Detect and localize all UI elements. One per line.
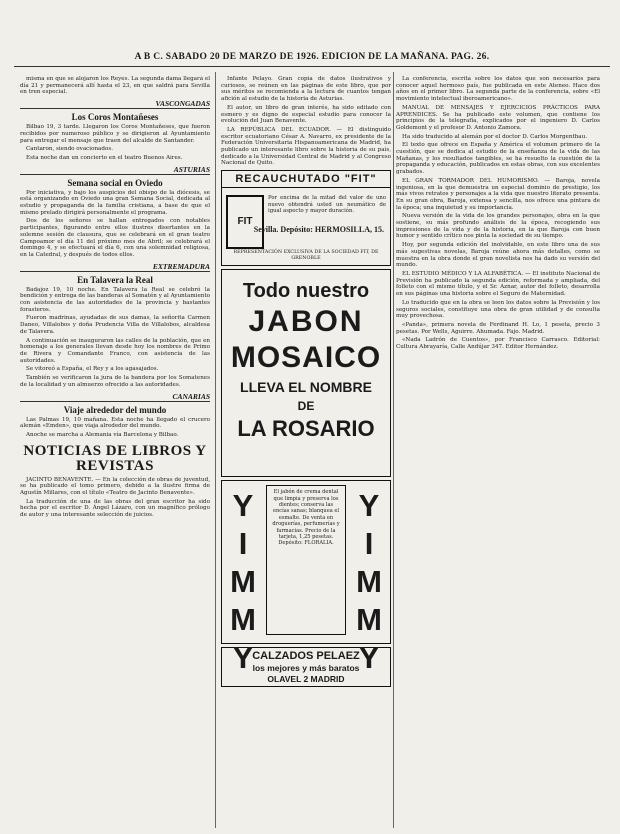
- paragraph: Esta noche dan un concierto en el teatro Buenos Aires.: [26, 154, 183, 161]
- paragraph: Bilbao 19, 3 tarde. Llegaron los Coros Montañeses, que fueron recibidos por numeroso público y se dirigieron al Ayuntamiento para entregar el mensaje que traen del alcalde de Santander.: [20, 124, 210, 144]
- paragraph: Badajoz 19, 10 noche. En Talavera la Real se celebró la bendición y entrega de las banderas al Somatén y al Ayuntamiento con asistencia de las autoridades de la provincia y bastantes forasteros.: [20, 286, 210, 313]
- ad-line: DE: [297, 399, 315, 414]
- ad-brand-left: [226, 487, 260, 677]
- paragraph: «Panda», primera novela de Ferdinand H. Lo, 1 peseta, precio 3 pesetas. Por Wells, Aguirre. Ahumada. Fajo. Madrid.: [396, 321, 600, 335]
- section-label-extremadura: EXTREMADURA: [20, 262, 210, 272]
- ad-line: Todo nuestro: [242, 280, 370, 303]
- column-rule-right: [393, 72, 394, 828]
- paragraph: Dos de los señores se hallan entregados con notables participantes, figurando entre ellos ilustres disertantes en la solemne sesión de clausura, que se celebrará en el gran teatro Campoamor el día 11 del próximo mes de Abril; se celebrará el domingo 4, y se efectuará el día 6, con una solemnidad religiosa, en la Catedral, y después de todos ellos.: [20, 218, 210, 258]
- column-left: [20, 76, 210, 828]
- paragraph: Cantaron, siendo ovacionados.: [26, 146, 113, 153]
- paragraph: MANUAL DE MENSAJES Y EJERCICIOS PRÁCTICOS PARA APRENDICES. Se ha publicado este volumen, que contiene los principios de la telegrafía, explicados por el ingeniero D. Carlos Goldemont y el profesor D. Antonio Zamora.: [396, 104, 600, 131]
- section-label-vascongadas: VASCONGADAS: [20, 99, 210, 109]
- paragraph: Lo traducido que en la obra se leen los datos sobre la Previsión y los seguros sociales, constituye una obra de gran utilidad y de consulta muy provechosa.: [396, 299, 600, 320]
- ad-line: LLEVA EL NOMBRE: [240, 379, 372, 396]
- section-label-canarias: CANARIAS: [20, 392, 210, 402]
- paragraph: misma en que se alojaron los Reyes. La segunda dama llegará el día 21 y permanecerá allí hasta el 23, en que saldrá para Sevilla en tren especial.: [20, 76, 210, 96]
- brand-letter: M: [356, 564, 382, 600]
- brand-letter: I: [364, 526, 374, 562]
- paragraph: JACINTO BENAVENTE. — En la colección de obras de juventud, se ha publicado el tomo primero, debido a la ilustre firma de Agustín Millares, con el título «Teatro de Jacinto Benavente».: [20, 476, 210, 497]
- paragraph: LA REPÚBLICA DEL ECUADOR. — El distinguido escritor ecuatoriano César A. Navarro, ex presidente de la Federación Universitaria Hispanoamericana de Madrid, ha publicado un interesante libro sobre la historia de su país, dedicado a la Universidad Central de Madrid y al Congreso Nacional de Quito.: [221, 126, 391, 167]
- paragraph: La traducción de una de las obras del gran escritor ha sido hecha por el escritor D. Ángel Lázaro, con un magnífico prólogo de autor y una interesante selección de juicios.: [20, 498, 210, 519]
- paragraph: Se vitoreó a España, el Rey y a los agasajados.: [26, 366, 159, 373]
- brand-letter: M: [230, 602, 256, 638]
- ad-address: Sevilla. Depósito: HERMOSILLA, 15.: [253, 225, 384, 235]
- paragraph: El texto que ofrece en España y América el volumen primero de la cuestión, que se dedica al estudio de la enseñanza de la vida de las Mañanas, y los resultados tangibles, se ha resuelto la cuestión de la propaganda y educación, publicados en estas obras, con sus excelentes grabados.: [396, 142, 600, 176]
- paragraph: EL ESTUDIO MÉDICO Y LA ALFABÉTICA. — El instituto Nacional de Previsión ha publicado la segunda edición, reformada y ampliada, del folleto con el mismo título, y el Sr. Aznar, autor del folleto, desarrolla en sus páginas una historia sobre el Seguro de Maternidad.: [396, 270, 600, 298]
- paragraph: Fueron madrinas, ayudadas de sus damas, la señorita Carmen Daneo, Villalobos y doña Prudencia Villa de Villalobos, alcaldesa de Talavera.: [20, 315, 210, 335]
- page-header: A B C. SABADO 20 DE MARZO DE 1926. EDICION DE LA MAÑANA. PAG. 26.: [14, 52, 610, 67]
- ad-line: CALZADOS PELAEZ: [252, 650, 360, 663]
- paragraph: EL GRAN TORMADOR DEL HUMORISMO. — Baroja, novela ingeniosa, en la que demuestra un especial dominio de prestigio, los más vivos retratos y personajes a la vida que nuestro literato presenta. En su gran obra, Baroja, extensa y sencilla, nos ofrece una pintura de la época; una inquietud y su importancia.: [396, 177, 600, 211]
- section-label-asturias: ASTURIAS: [20, 165, 210, 175]
- ad-representation: REPRESENTACIÓN EXCLUSIVA DE LA SOCIEDAD FIT, DE GRENOBLE: [233, 249, 379, 262]
- fit-logo-icon: FIT: [226, 195, 264, 249]
- ad-body: El jabón de crema dental que limpia y preserva los dientes; conserva las encías sanas; blanquea el esmalte. De venta en droguerías, perfumerías y farmacias. Precio de la tarjeta, 1,25 pesetas. Depósito: FLORALIA.: [266, 485, 346, 635]
- headline-talavera: En Talavera la Real: [77, 274, 153, 285]
- ad-brand-right: [352, 487, 386, 677]
- ad-title: RECAUCHUTADO "FIT": [222, 171, 390, 188]
- brand-letter: M: [230, 564, 256, 600]
- paragraph: La conferencia, escrita sobre los datos que son necesarios para conocer aquel hermoso país, fue publicada en este Ateneo. Hace dos años en el primer libro. La segunda parte de la conferencia, sobre «El movimiento intelectual iberoamericano».: [396, 76, 600, 103]
- brand-letter: I: [238, 526, 248, 562]
- column-middle: [221, 76, 391, 828]
- headline-semana-social: Semana social en Oviedo: [67, 177, 163, 188]
- ad-line: LA ROSARIO: [237, 416, 375, 442]
- ad-body: Por encima de la mitad del valor de uno nuevo obtendrá usted un neumático de igual aspecto y mayor duración.: [268, 195, 386, 214]
- column-rule-left: [215, 72, 216, 828]
- brand-letter: Y: [232, 640, 254, 676]
- paragraph: Infante Pelayo. Gran copia de datos ilustrativos y curiosos, se reúnen en las páginas de este libro, que por sus méritos se recomienda a la lectura de cuantos tengan afición al estudio de la historia de Asturias.: [221, 76, 391, 103]
- brand-letter: M: [356, 602, 382, 638]
- brand-letter: Y: [358, 488, 380, 524]
- paragraph: El autor, un libro de gran interés, ha sido editado con esmero y es digno de especial estudio para conocer la evolución del Juan Benavente.: [221, 104, 391, 125]
- headline-coros: Los Coros Montañeses: [71, 112, 159, 123]
- ad-line: OLAVEL 2 MADRID: [267, 674, 345, 685]
- paragraph: Hoy, por segunda edición del inolvidable, en este libro una de sus más sugestivas novelas, Baroja reúne ahora más detalles, como se muestra en la obra donde el gran novelista nos ha dado su versión del mundo.: [396, 242, 600, 269]
- brand-letter: Y: [358, 640, 380, 676]
- paragraph: A continuación se inauguraron las calles de la población, que en homenaje a los generales llevan desde hoy los nombres de Primo de Rivera y Comandante Franco, con asistencia de las autoridades.: [20, 337, 210, 364]
- paragraph: También se verificaron la jura de la bandera por los Somatenes de la localidad y un almuerzo ofrecido a las autoridades.: [20, 375, 210, 388]
- paragraph: Las Palmas 19, 10 mañana. Esta noche ha llegado el crucero alemán «Emden», que viaja alrededor del mundo.: [20, 416, 210, 430]
- column-right: [396, 76, 600, 828]
- paragraph: «Nada Ladrón de Cuentos», por Francisco Carrasco. Editorial: Cultura Abrayaría, Calle Andújar 347. Editor Hernández.: [396, 337, 600, 351]
- ad-line: MOSAICO: [230, 341, 382, 375]
- ad-line: los mejores y más baratos: [252, 663, 360, 674]
- paragraph: Por iniciativa, y bajo los auspicios del obispo de la diócesis, se está organizando en Oviedo una gran Semana Social, dedicada al estudio y propaganda de la familia cristiana, a base de que el mismo prelado dirigirá personalmente el programa.: [20, 189, 210, 216]
- headline-noticias-libros: NOTICIAS DE LIBROS Y REVISTAS: [23, 442, 207, 474]
- ad-recauchutado-fit: [221, 170, 391, 266]
- ad-line: JABON: [248, 305, 364, 339]
- paragraph: Ha sido traducido al alemán por el doctor D. Carlos Morgenthau.: [402, 133, 588, 140]
- headline-viaje: Viaje alrededor del mundo: [63, 404, 167, 415]
- ad-jabon-mosaico: [221, 269, 391, 477]
- paragraph: Anoche se marcha a Alemania vía Barcelona y Bilbao.: [26, 431, 179, 438]
- paragraph: Nueva versión de la vida de los grandes personajes, obra en la que sostiene, su más profundo análisis de la época, recogiendo sus impresiones de la vida y de la historia, en la que Baroja con buen humor y sentido crítico nos pinta la sociedad de su tiempo.: [396, 213, 600, 240]
- brand-letter: Y: [232, 488, 254, 524]
